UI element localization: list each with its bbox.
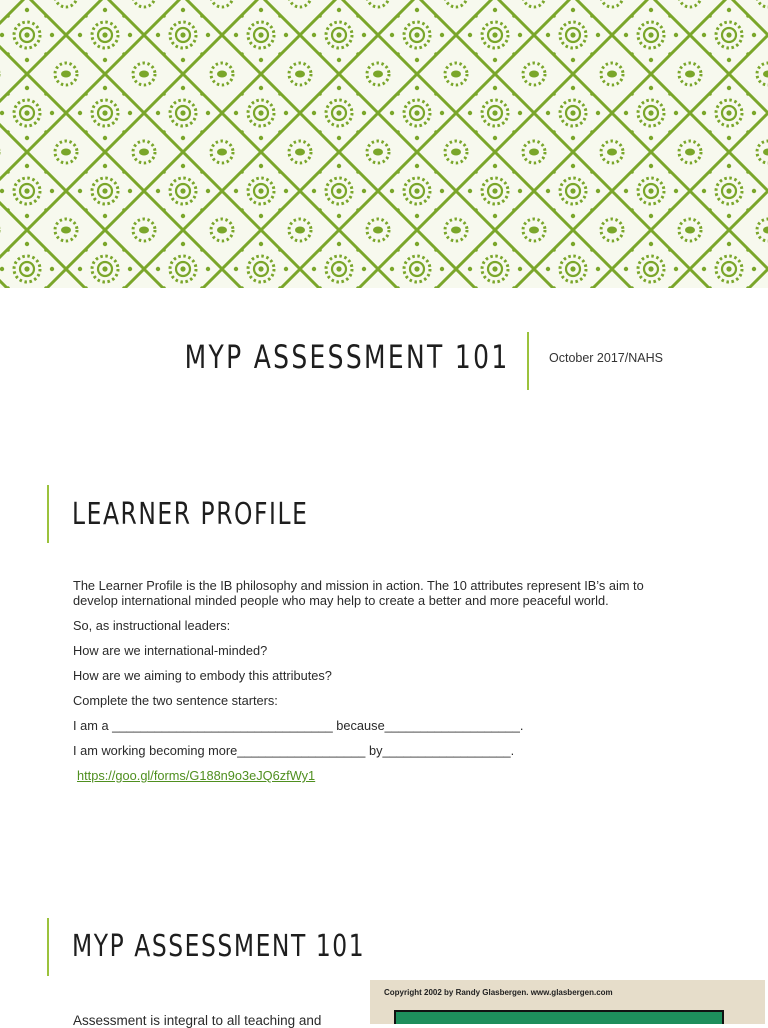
body-line: So, as instructional leaders: xyxy=(73,618,231,633)
question-line: How are we aiming to embody this attributes? xyxy=(73,668,332,683)
intro-paragraph: The Learner Profile is the IB philosophy and mission in action. The 10 attributes represent IB’s aim to develop international minded people who may help to create a better and more peaceful world. xyxy=(73,578,644,608)
sentence-starter: I am a _______________________________ because___________________. xyxy=(73,718,524,733)
slide-title-learner-profile: LEARNER PROFILE xyxy=(72,497,309,532)
pattern-graphic xyxy=(0,0,768,288)
question-line: How are we international-minded? xyxy=(73,643,268,658)
google-form-link[interactable]: https://goo.gl/forms/G188n9o3eJQ6zfWy1 xyxy=(77,768,316,783)
cartoon-copyright: Copyright 2002 by Randy Glasbergen. www.glasbergen.com xyxy=(384,988,613,997)
slide-title-accent-bar xyxy=(47,485,49,543)
title-section xyxy=(0,288,768,438)
decorative-pattern-banner xyxy=(0,0,768,288)
presentation-title: MYP ASSESSMENT 101 xyxy=(185,338,510,376)
sentence-starter: I am working becoming more__________________ by__________________. xyxy=(73,743,515,758)
learner-profile-body xyxy=(73,578,673,783)
slide-title-accent-bar xyxy=(47,918,49,976)
slide-title-assessment: MYP ASSESSMENT 101 xyxy=(72,929,366,964)
cartoon-image xyxy=(370,980,765,1024)
chalkboard-graphic xyxy=(394,1010,724,1024)
instruction-line: Complete the two sentence starters: xyxy=(73,693,278,708)
presentation-subtitle: October 2017/NAHS xyxy=(549,351,663,365)
assessment-body-text: Assessment is integral to all teaching and xyxy=(73,1013,322,1028)
title-divider xyxy=(527,332,529,390)
